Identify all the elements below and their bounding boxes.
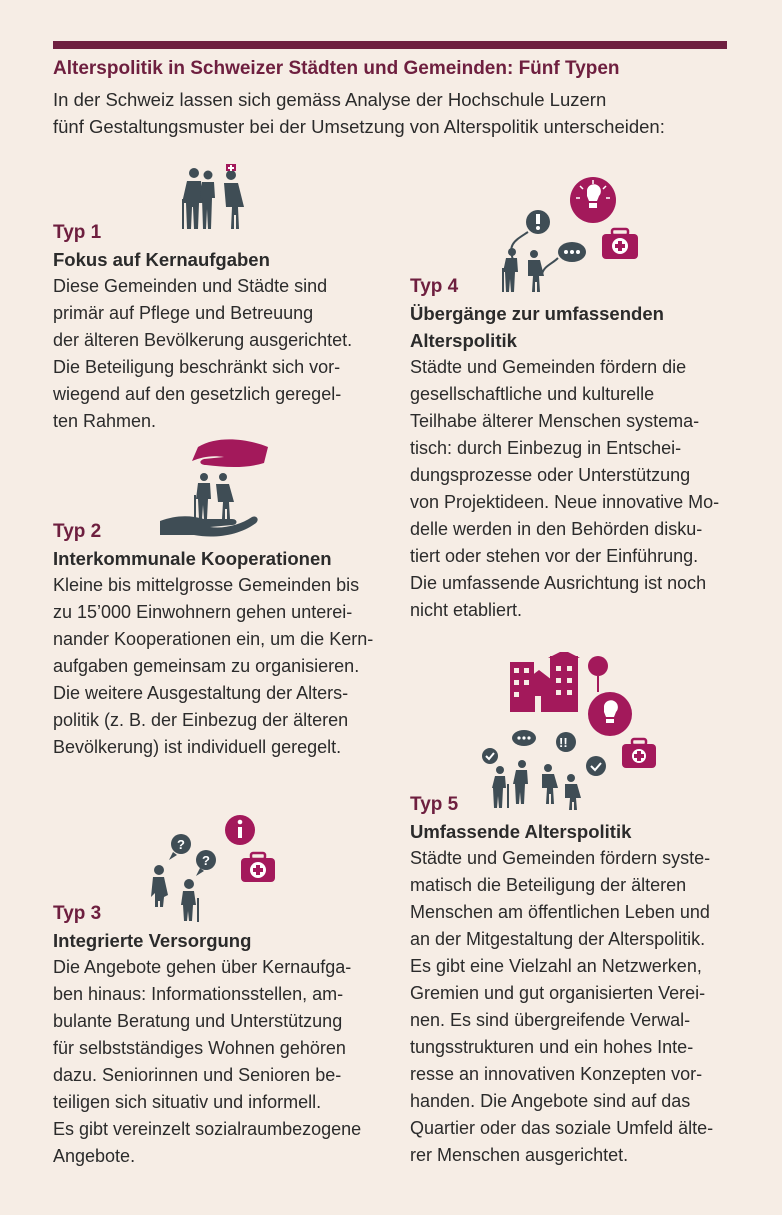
type-label: Typ 2 — [53, 521, 102, 542]
body-line: der älteren Bevölkerung ausgerichtet. — [53, 330, 353, 350]
type-heading: Integrierte Versorgung — [53, 930, 252, 951]
body-line: Teilhabe älterer Menschen systema- — [410, 411, 700, 431]
type-1-block — [53, 219, 383, 435]
body-line: Quartier oder das soziale Umfeld älte- — [410, 1118, 714, 1138]
body-line: dungsprozesse oder Unterstützung — [410, 465, 691, 485]
body-line: rer Menschen ausgerichtet. — [410, 1145, 629, 1165]
type-4-block — [410, 273, 740, 624]
body-line: Gremien und gut organisierten Verei- — [410, 983, 706, 1003]
body-line: teiligen sich situativ und informell. — [53, 1092, 322, 1112]
type-label: Typ 3 — [53, 903, 102, 924]
body-line: Es gibt eine Vielzahl an Netzwerken, — [410, 956, 702, 976]
body-line: Menschen am öffentlichen Leben und — [410, 902, 710, 922]
body-line: Städte und Gemeinden fördern die — [410, 357, 687, 377]
body-line: Städte und Gemeinden fördern syste- — [410, 848, 711, 868]
body-line: nicht etabliert. — [410, 600, 523, 620]
body-line: Kleine bis mittelgrosse Gemeinden bis — [53, 575, 360, 595]
intro-line: In der Schweiz lassen sich gemäss Analyse der Hochschule Luzern — [53, 89, 607, 110]
type-2-block — [53, 518, 383, 761]
body-line: zu 15’000 Einwohnern gehen unterei- — [53, 602, 353, 622]
body-line: matisch die Beteiligung der älteren — [410, 875, 687, 895]
body-line: tisch: durch Einbezug in Entschei- — [410, 438, 682, 458]
body-line: ben hinaus: Informationsstellen, am- — [53, 984, 344, 1004]
svg-text:?: ? — [177, 837, 185, 852]
body-line: Diese Gemeinden und Städte sind — [53, 276, 328, 296]
body-line: delle werden in den Behörden disku- — [410, 519, 703, 539]
body-line: Die Angebote gehen über Kernaufga- — [53, 957, 352, 977]
body-line: handen. Die Angebote sind auf das — [410, 1091, 691, 1111]
type-heading: Übergänge zur umfassenden — [410, 303, 664, 324]
body-line: Die umfassende Ausrichtung ist noch — [410, 573, 707, 593]
intro — [53, 86, 733, 140]
body-line: aufgaben gemeinsam zu organisieren. — [53, 656, 360, 676]
type-label: Typ 5 — [410, 794, 459, 815]
body-line: bulante Beratung und Unterstützung — [53, 1011, 343, 1031]
svg-text:!!: !! — [559, 735, 568, 750]
body-line: Angebote. — [53, 1146, 136, 1166]
body-line: für selbstständiges Wohnen gehören — [53, 1038, 346, 1058]
type-label: Typ 1 — [53, 222, 102, 243]
body-line: Die Beteiligung beschränkt sich vor- — [53, 357, 341, 377]
type-heading: Umfassende Alterspolitik — [410, 821, 632, 842]
body-line: Die weitere Ausgestaltung der Alters- — [53, 683, 349, 703]
body-line: nen. Es sind übergreifende Verwal- — [410, 1010, 691, 1030]
type-heading: Fokus auf Kernaufgaben — [53, 249, 270, 270]
body-line: nander Kooperationen ein, um die Kern- — [53, 629, 374, 649]
body-line: Bevölkerung) ist individuell geregelt. — [53, 737, 342, 757]
body-line: dazu. Seniorinnen und Senioren be- — [53, 1065, 342, 1085]
body-line: wiegend auf den gesetzlich geregel- — [53, 384, 342, 404]
svg-text:?: ? — [202, 853, 210, 868]
type-3-block — [53, 900, 383, 1170]
body-line: Es gibt vereinzelt sozialraumbezogene — [53, 1119, 362, 1139]
type-label: Typ 4 — [410, 276, 459, 297]
body-line: gesellschaftliche und kulturelle — [410, 384, 655, 404]
body-line: ten Rahmen. — [53, 411, 157, 431]
community-icon — [478, 652, 658, 812]
body-line: primär auf Pflege und Betreuung — [53, 303, 314, 323]
body-line: resse an innovativen Konzepten vor- — [410, 1064, 703, 1084]
type-5-block — [410, 791, 740, 1169]
body-line: tiert oder stehen vor der Einführung. — [410, 546, 699, 566]
body-line: an der Mitgestaltung der Alterspolitik. — [410, 929, 706, 949]
type-heading: Alterspolitik — [410, 330, 517, 351]
intro-line: fünf Gestaltungsmuster bei der Umsetzung von Alterspolitik unterscheiden: — [53, 116, 665, 137]
body-line: von Projektideen. Neue innovative Mo- — [410, 492, 720, 512]
page-title: Alterspolitik in Schweizer Städten und Gemeinden: Fünf Typen — [53, 58, 620, 79]
body-line: tungsstrukturen und ein hohes Inte- — [410, 1037, 694, 1057]
type-heading: Interkommunale Kooperationen — [53, 548, 332, 569]
body-line: politik (z. B. der Einbezug der älteren — [53, 710, 349, 730]
top-rule — [53, 41, 727, 49]
